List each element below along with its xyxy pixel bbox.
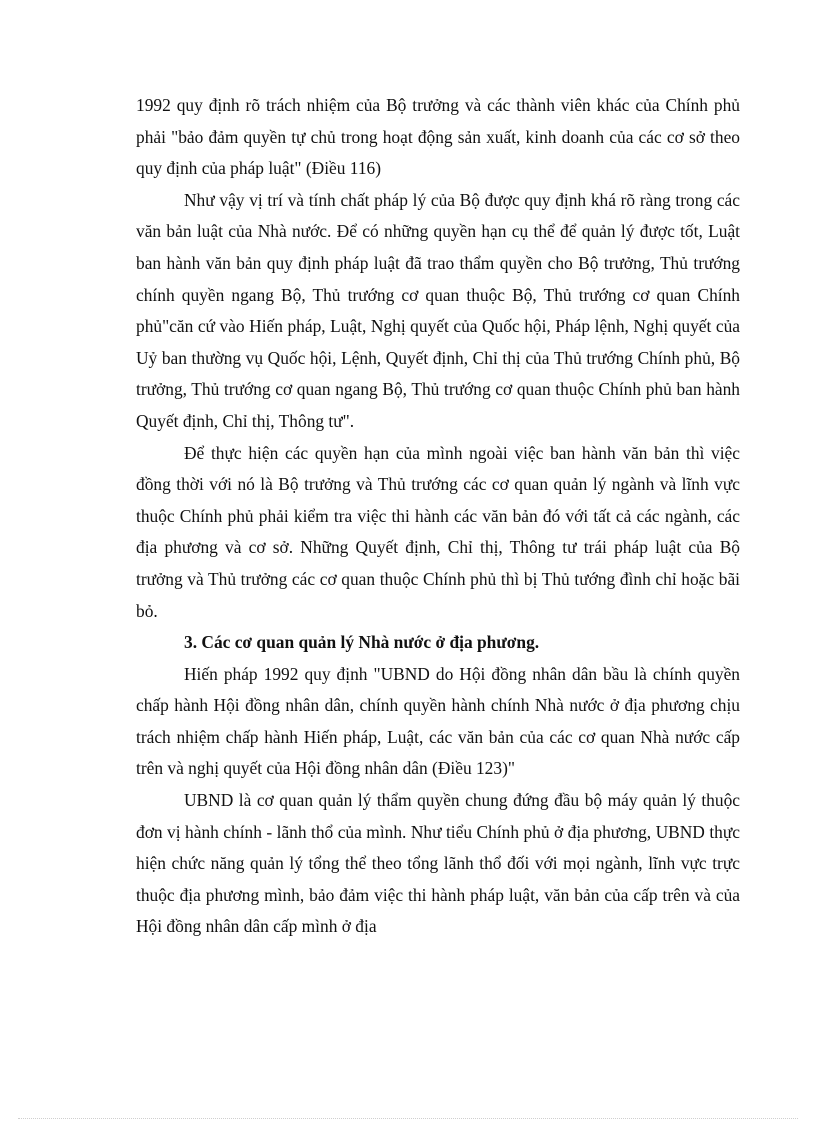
paragraph-ubnd: UBND là cơ quan quản lý thẩm quyền chung đứng đầu bộ máy quản lý thuộc đơn vị hành chính - lãnh thổ của mình. Như tiểu Chính phủ ở địa phương, UBND thực hiện chức năng quản lý tổng thể theo tổng lãnh thổ đối với mọi ngành, lĩnh vực trực thuộc địa phương mình, bảo đảm việc thi hành pháp luật, văn bản của cấp trên và của Hội đồng nhân dân cấp mình ở địa [136,790,740,937]
paragraph-continuation: 1992 quy định rõ trách nhiệm của Bộ trưởng và các thành viên khác của Chính phủ phải "bảo đảm quyền tự chủ trong hoạt động sản xuất, kinh doanh của các cơ sở theo quy định của pháp luật" (Điều 116) [136,95,740,179]
paragraph-enforcement: Để thực hiện các quyền hạn của mình ngoài việc ban hành văn bản thì việc đồng thời với nó là Bộ trưởng và Thủ trướng các cơ quan quản lý ngành và lĩnh vực thuộc Chính phủ phải kiểm tra việc thi hành các văn bản đó với tất cả các ngành, các địa phương và cơ sở. Những Quyết định, Chỉ thị, Thông tư trái pháp luật của Bộ trưởng và Thủ trưởng các cơ quan thuộc Chính phủ thì bị Thủ tướng đình chỉ hoặc bãi bỏ. [136,442,740,621]
paragraph-constitution: Hiến pháp 1992 quy định "UBND do Hội đồng nhân dân bầu là chính quyền chấp hành Hội đồng nhân dân, chính quyền hành chính Nhà nước ở địa phương chịu trách nhiệm chấp hành Hiến pháp, Luật, các văn bản của các cơ quan Nhà nước cấp trên và nghị quyết của Hội đồng nhân dân (Điều 123)" [136,663,740,779]
section-heading: 3. Các cơ quan quản lý Nhà nước ở địa phương. [184,632,540,653]
footer-divider [18,1118,798,1119]
paragraph-legal-status: Như vậy vị trí và tính chất pháp lý của Bộ được quy định khá rõ ràng trong các văn bản luật của Nhà nước. Để có những quyền hạn cụ thể để quản lý được tốt, Luật ban hành văn bản quy định pháp luật đã trao thẩm quyền cho Bộ trưởng, Thủ trướng chính quyền ngang Bộ, Thủ trướng cơ quan thuộc Bộ, Thủ trướng cơ quan Chính phủ"căn cứ vào Hiến pháp, Luật, Nghị quyết của Quốc hội, Pháp lệnh, Nghị quyết của Uỷ ban thường vụ Quốc hội, Lệnh, Quyết định, Chỉ thị của Thủ trướng Chính phủ, Bộ trưởng, Thủ trướng cơ quan ngang Bộ, Thủ trướng cơ quan thuộc Chính phủ ban hành Quyết định, Chỉ thị, Thông tư". [136,189,740,431]
document-body [136,90,740,943]
